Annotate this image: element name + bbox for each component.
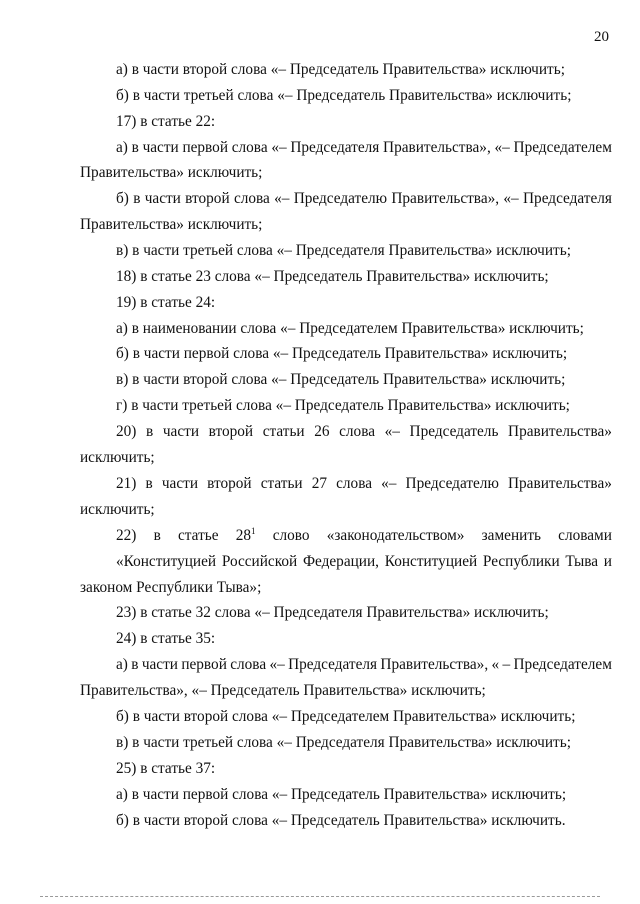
text-line: 18) в статье 23 слова «– Председатель Правительства» исключить; — [116, 268, 549, 285]
word: Российской — [221, 553, 298, 570]
word: «– — [381, 475, 397, 492]
text-line: а) в наименовании слова «– Председателем Правительства» исключить; — [116, 320, 584, 337]
text-line: 17) в статье 22: — [116, 113, 216, 130]
word: статьи — [260, 475, 303, 492]
word: 27 — [311, 475, 328, 492]
text-line: в) в части второй слова «– Председатель Правительства» исключить; — [116, 371, 566, 388]
text-line: исключить; — [80, 501, 155, 518]
word: Федерации, — [302, 553, 380, 570]
text-line: в) в части третьей слова «– Председателя Правительства» исключить; — [116, 242, 571, 259]
word: 20) — [116, 423, 137, 440]
text-line: 19) в статье 24: — [116, 294, 216, 311]
word: части — [144, 190, 181, 207]
word: первой — [181, 656, 227, 673]
word: Председателем — [513, 656, 612, 673]
word: Правительства», — [391, 190, 500, 207]
word: второй — [207, 475, 252, 492]
text-line: б) в части второй слова «– Председатель Правительства» исключить. — [116, 812, 566, 829]
word: в — [145, 475, 153, 492]
superscript: 1 — [251, 526, 256, 536]
word: б) — [116, 190, 129, 207]
text-line: 25) в статье 37: — [116, 760, 216, 777]
word: части — [161, 475, 199, 492]
word: Конституцией — [384, 553, 478, 570]
text-line-justified — [116, 423, 612, 441]
word: Правительства» — [507, 475, 612, 492]
word: «– — [384, 423, 400, 440]
word: 26 — [314, 423, 330, 440]
word: «– — [274, 190, 290, 207]
page-number: 20 — [594, 29, 609, 45]
word: части — [162, 423, 200, 440]
word: в — [131, 139, 139, 156]
text-line: а) в части первой слова «– Председатель Правительства» исключить; — [116, 786, 567, 803]
word: заменить — [481, 527, 541, 544]
word: Правительства», — [380, 656, 489, 673]
text-line: б) в части третьей слова «– Председатель Правительства» исключить; — [116, 87, 572, 104]
word: 22) — [116, 527, 137, 544]
word: слово — [272, 527, 310, 544]
text-line-justified — [116, 190, 612, 208]
word: слова — [231, 139, 268, 156]
word: «– — [494, 139, 510, 156]
text-line: б) в части второй слова «– Председателем Правительства» исключить; — [116, 708, 576, 725]
word: статьи — [262, 423, 305, 440]
text-line-justified — [116, 553, 612, 571]
word: «Конституцией — [116, 553, 217, 570]
word: Председателю — [405, 475, 499, 492]
text-line: исключить; — [80, 449, 155, 466]
word: второй — [185, 190, 230, 207]
text-line-justified — [116, 656, 612, 674]
word: слова — [336, 475, 373, 492]
word: Председателя — [288, 656, 378, 673]
word: слова — [230, 656, 267, 673]
word: в — [153, 527, 161, 544]
text-line-justified — [116, 475, 612, 493]
word: первой — [182, 139, 229, 156]
word: части — [142, 139, 179, 156]
text-line: Правительства», «– Председатель Правительства» исключить; — [80, 682, 486, 699]
word: – — [502, 656, 511, 673]
word: «– — [269, 656, 285, 673]
word: 21) — [116, 475, 137, 492]
word: « — [491, 656, 500, 673]
word: второй — [208, 423, 254, 440]
word: Республики — [482, 553, 560, 570]
text-line: в) в части третьей слова «– Председателя Правительства» исключить; — [116, 734, 571, 751]
word: части — [141, 656, 178, 673]
word: «законодательством» — [326, 527, 465, 544]
text-line: законом Республики Тыва»; — [80, 579, 262, 596]
word: а) — [116, 656, 128, 673]
text-line: Правительства» исключить; — [80, 164, 263, 181]
word: «– — [503, 190, 519, 207]
text-line: а) в части второй слова «– Председатель Правительства» исключить; — [116, 61, 565, 78]
text-line: Правительства» исключить; — [80, 216, 263, 233]
word: Председателя — [290, 139, 380, 156]
word: в — [133, 190, 141, 207]
text-line: 24) в статье 35: — [116, 630, 216, 647]
word: Председатель — [409, 423, 499, 440]
word: Тыва — [565, 553, 599, 570]
text-line-justified — [116, 139, 612, 157]
word: и — [603, 553, 612, 570]
word: в — [131, 656, 139, 673]
word: «– — [271, 139, 287, 156]
page-bottom-divider — [40, 896, 600, 899]
word: $28^1$ — [235, 526, 256, 544]
word: словами — [558, 527, 612, 544]
text-line-justified — [116, 527, 612, 545]
text-line: г) в части третьей слова «– Председатель Правительства» исключить; — [116, 397, 570, 414]
word: слова — [339, 423, 376, 440]
word: Правительства» — [508, 423, 612, 440]
word: статье — [178, 527, 219, 544]
word: в — [146, 423, 154, 440]
word: Председателем — [513, 139, 612, 156]
word: а) — [116, 139, 128, 156]
word: Правительства», — [383, 139, 491, 156]
text-line: 23) в статье 32 слова «– Председателя Правительства» исключить; — [116, 604, 549, 621]
text-line: б) в части первой слова «– Председатель Правительства» исключить; — [116, 345, 568, 362]
word: Председателю — [293, 190, 388, 207]
word: Председателя — [523, 190, 612, 207]
word: слова — [233, 190, 270, 207]
